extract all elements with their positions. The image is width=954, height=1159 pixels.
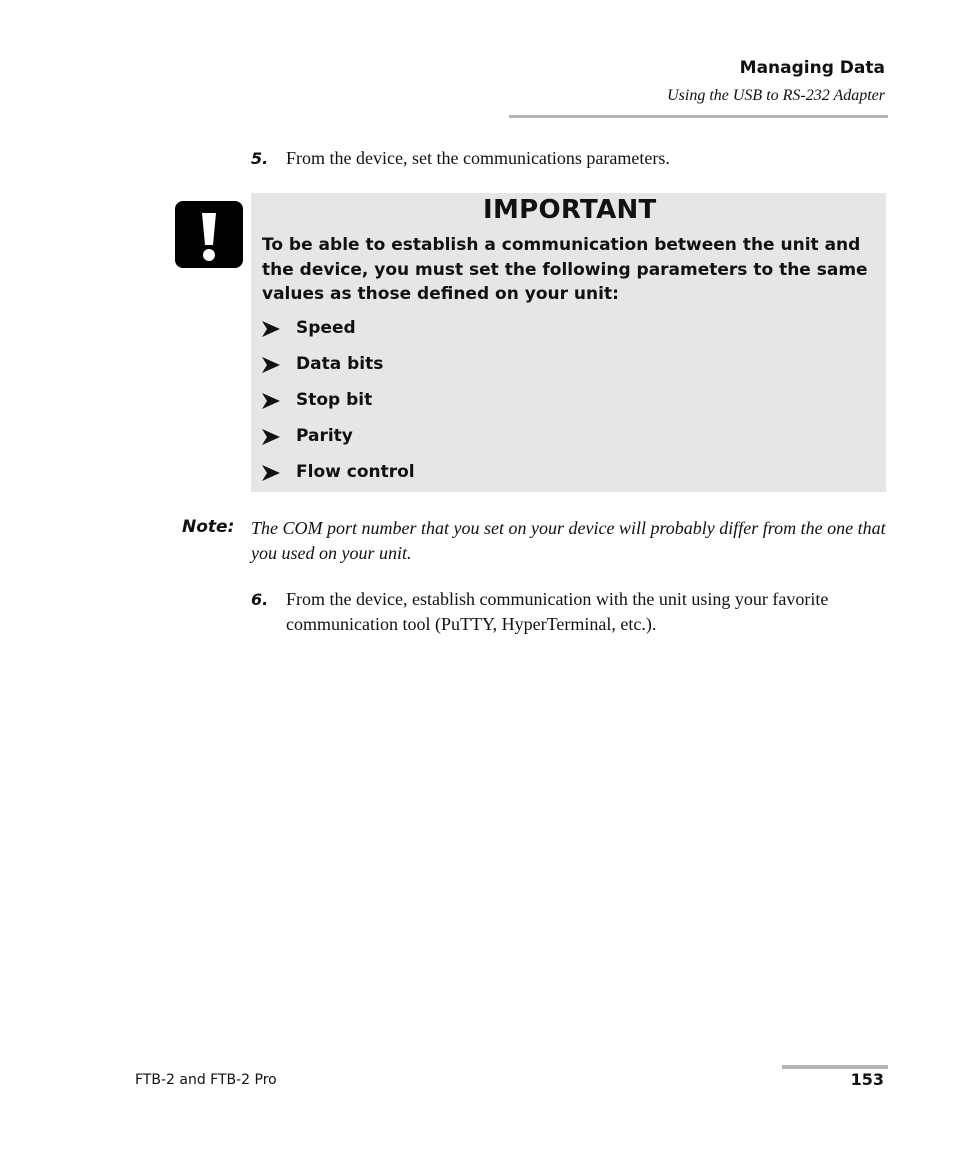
- arrow-bullet-icon: [262, 429, 280, 445]
- note-text: The COM port number that you set on your device will probably differ from the one that you used on your unit.: [251, 518, 886, 563]
- step-5-text: From the device, set the communications parameters.: [286, 148, 670, 168]
- list-item-label: Flow control: [296, 462, 415, 482]
- exclamation-icon: [175, 201, 243, 268]
- list-item-label: Parity: [296, 426, 353, 446]
- arrow-bullet-icon: [262, 393, 280, 409]
- header-title: Managing Data: [739, 58, 885, 78]
- arrow-bullet-icon: [262, 321, 280, 337]
- step-5-number: 5.: [251, 149, 269, 168]
- arrow-bullet-icon: [262, 357, 280, 373]
- footer-product-name: FTB-2 and FTB-2 Pro: [135, 1072, 277, 1088]
- important-title: IMPORTANT: [483, 195, 657, 225]
- header-subtitle: Using the USB to RS-232 Adapter: [667, 87, 885, 104]
- step-6-text: From the device, establish communication with the unit using your favorite communication tool (PuTTY, HyperTerminal, etc.).: [286, 589, 829, 634]
- header-rule: [509, 115, 888, 118]
- list-item-label: Stop bit: [296, 390, 373, 410]
- arrow-bullet-icon: [262, 465, 280, 481]
- list-item-label: Data bits: [296, 354, 384, 374]
- note-label: Note:: [182, 517, 235, 537]
- footer-rule: [782, 1065, 888, 1069]
- important-body: To be able to establish a communication between the unit and the device, you must set the following parameters to the same values as those defined on your unit:: [262, 235, 868, 304]
- list-item-label: Speed: [296, 318, 356, 338]
- page-number: 153: [850, 1070, 884, 1089]
- step-6-number: 6.: [251, 590, 269, 609]
